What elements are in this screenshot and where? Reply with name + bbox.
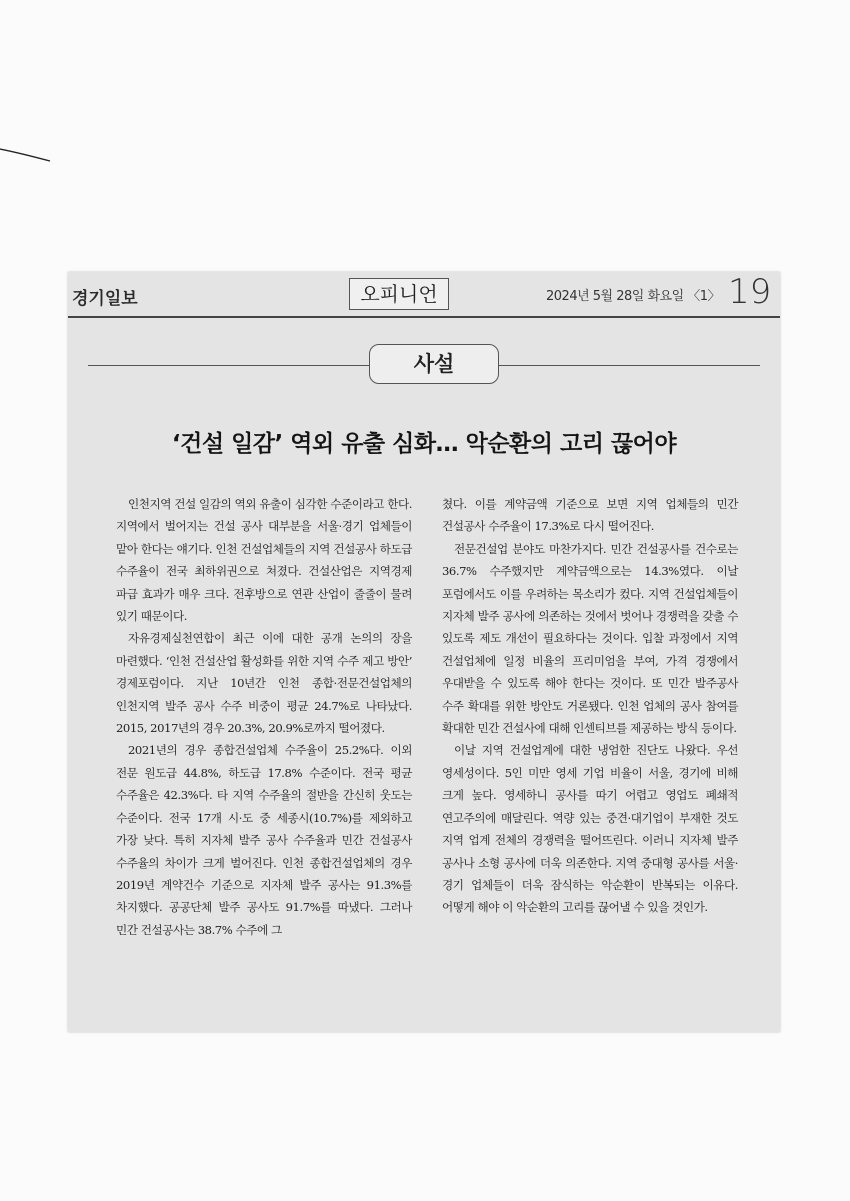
article-column-right bbox=[442, 493, 738, 919]
article-headline: ‘건설 일감’ 역외 유출 심화… 악순환의 고리 끊어야 bbox=[171, 431, 677, 457]
page-header bbox=[68, 272, 780, 318]
page-number: 19 bbox=[728, 272, 772, 312]
paragraph: 2021년의 경우 종합건설업체 수주율이 25.2%다. 이외 전문 원도급 44.8%, 하도급 17.8% 수준이다. 전국 평균 수주율은 42.3%다. 타 지역 수주율의 절반을 간신히 웃도는 수준이다. 전국 17개 시·도 중 세종시(10.7%)를 제외하고 가장 낮다. 특히 지자체 발주 공사 수주율과 민간 건설공사 수주율의 차이가 크게 벌어진다. 인천 종합건설업체의 경우 2019년 계약건수 기준으로 지자체 발주 공사는 91.3%를 차지했다. 공공단체 발주 공사도 91.7%를 따냈다. 그러나 민간 건설공사는 38.7% 수주에 그 bbox=[116, 743, 412, 937]
scan-mark bbox=[0, 145, 52, 165]
paragraph: 전문건설업 분야도 마찬가지다. 민간 건설공사를 건수로는 36.7% 수주했지만 계약금액으로는 14.3%였다. 이날 포럼에서도 이를 우려하는 목소리가 컸다. 지역 건설업체들이 지자체 발주 공사에 의존하는 것에서 벗어나 경쟁력을 갖출 수 있도록 제도 개선이 필요하다는 것이다. 입찰 과정에서 지역 건설업체에 일정 비율의 프리미엄을 부여, 가격 경쟁에서 우대받을 수 있도록 해야 한다는 것이다. 또 민간 발주공사 수주 확대를 위한 방안도 거론됐다. 인천 업체의 공사 참여를 확대한 민간 건설사에 대해 인센티브를 제공하는 방식 등이다. bbox=[442, 541, 738, 736]
newspaper-name: 경기일보 bbox=[72, 289, 138, 309]
paragraph: 이날 지역 건설업계에 대한 냉엄한 진단도 나왔다. 우선 영세성이다. 5인 미만 영세 기업 비율이 서울, 경기에 비해 크게 높다. 영세하니 공사를 따기 어렵고 영업도 폐쇄적 연고주의에 매달린다. 역량 있는 중견·대기업이 부재한 것도 지역 업계 전체의 경쟁력을 떨어뜨린다. 이러니 지자체 발주 공사나 소형 공사에 더욱 의존한다. 지역 중대형 공사를 서울·경기 업체들이 더욱 잠식하는 악순환이 반복되는 이유다. 어떻게 해야 이 악순환의 고리를 끊어낼 수 있을 것인가. bbox=[442, 743, 738, 915]
article-column-left bbox=[116, 493, 412, 941]
section-name: 오피니언 bbox=[349, 278, 449, 310]
newspaper-clipping bbox=[68, 272, 780, 1032]
editorial-tag: 사설 bbox=[369, 344, 499, 384]
paragraph: 인천지역 건설 일감의 역외 유출이 심각한 수준이라고 한다. 지역에서 벌어지는 건설 공사 대부분을 서울·경기 업체들이 맡아 한다는 얘기다. 인천 건설업체들의 지역 건설공사 하도급 수주율이 전국 최하위권으로 쳐졌다. 건설산업은 지역경제 파급 효과가 매우 크다. 전후방으로 연관 산업이 줄줄이 물려 있기 때문이다. bbox=[116, 497, 412, 624]
publication-date: 2024년 5월 28일 화요일 〈1〉 bbox=[546, 289, 721, 304]
paragraph: 자유경제실천연합이 최근 이에 대한 공개 논의의 장을 마련했다. ‘인천 건설산업 활성화를 위한 지역 수주 제고 방안’ 경제포럼이다. 지난 10년간 인천 종합·전문건설업체의 인천지역 발주 공사 수주 비중이 평균 24.7%로 나타났다. 2015, 2017년의 경우 20.3%, 20.9%로까지 떨어졌다. bbox=[116, 631, 412, 736]
paragraph: 쳤다. 이를 계약금액 기준으로 보면 지역 업체들의 민간 건설공사 수주율이 17.3%로 다시 떨어진다. bbox=[442, 497, 738, 534]
